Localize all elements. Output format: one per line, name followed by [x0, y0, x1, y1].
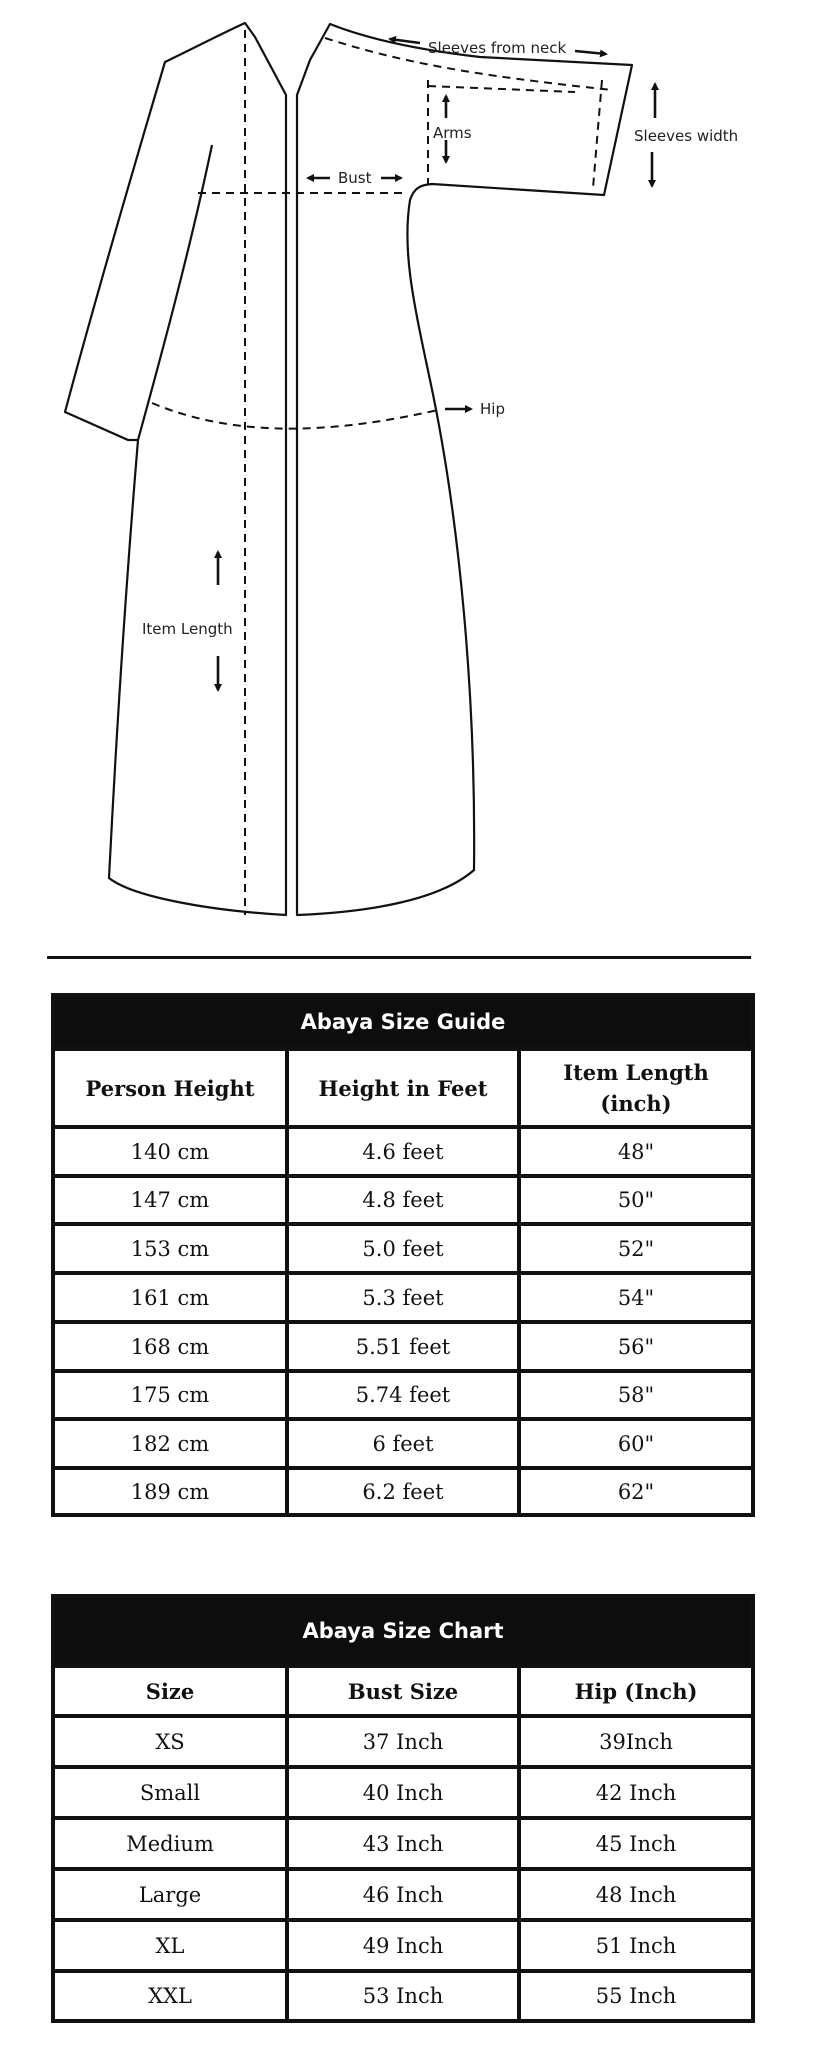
table-cell: 6.2 feet [287, 1468, 519, 1515]
table-row [53, 1371, 753, 1419]
label-sleeves-from-neck: Sleeves from neck [428, 39, 567, 57]
left-panel-outline [65, 23, 286, 915]
table-cell: 161 cm [53, 1273, 287, 1322]
size-chart-header-bust: Bust Size [287, 1666, 519, 1716]
left-sleeve-inner [138, 145, 212, 440]
table-cell: Small [53, 1767, 287, 1818]
table-row [53, 1273, 753, 1322]
table-cell: 175 cm [53, 1371, 287, 1419]
right-panel-outline [297, 24, 632, 915]
table-row [53, 1971, 753, 2021]
table-row [53, 1767, 753, 1818]
size-guide-header-person-height: Person Height [53, 1049, 287, 1127]
table-cell: 53 Inch [287, 1971, 519, 2021]
table-cell: 5.3 feet [287, 1273, 519, 1322]
table-cell: 58" [519, 1371, 753, 1419]
table-cell: 55 Inch [519, 1971, 753, 2021]
label-bust: Bust [338, 169, 372, 187]
table-cell: XXL [53, 1971, 287, 2021]
table-cell: 140 cm [53, 1127, 287, 1176]
table-cell: 42 Inch [519, 1767, 753, 1818]
table-row [53, 1920, 753, 1971]
table-row [53, 1176, 753, 1224]
table-row [53, 1716, 753, 1767]
table-cell: Medium [53, 1818, 287, 1869]
size-guide-header-item-length: Item Length (inch) [519, 1049, 753, 1127]
arms-dash-top [428, 86, 575, 92]
table-cell: 182 cm [53, 1419, 287, 1468]
table-row [53, 1818, 753, 1869]
table-cell: 46 Inch [287, 1869, 519, 1920]
table-cell: XL [53, 1920, 287, 1971]
table-row [53, 1419, 753, 1468]
table-cell: 48" [519, 1127, 753, 1176]
table-row [53, 1322, 753, 1371]
table-cell: 60" [519, 1419, 753, 1468]
sleeve-width-dash [593, 80, 602, 188]
table-cell: 48 Inch [519, 1869, 753, 1920]
size-guide-header-height-feet: Height in Feet [287, 1049, 519, 1127]
label-hip: Hip [480, 400, 505, 418]
table-row [53, 1468, 753, 1515]
table-row [53, 1224, 753, 1273]
label-sleeves-width: Sleeves width [634, 127, 739, 145]
table-cell: 39Inch [519, 1716, 753, 1767]
table-row [53, 1127, 753, 1176]
sleeves-from-neck-arrow-right [575, 51, 606, 54]
table-cell: 56" [519, 1322, 753, 1371]
table-cell: 37 Inch [287, 1716, 519, 1767]
size-guide-table [51, 993, 755, 1517]
table-cell: 153 cm [53, 1224, 287, 1273]
size-chart-header-hip: Hip (Inch) [519, 1666, 753, 1716]
hip-dash [152, 403, 438, 429]
size-chart-header-size: Size [53, 1666, 287, 1716]
table-cell: 5.51 feet [287, 1322, 519, 1371]
label-item-length: Item Length [142, 620, 233, 638]
table-cell: 52" [519, 1224, 753, 1273]
size-chart-table [51, 1594, 755, 2023]
table-cell: 40 Inch [287, 1767, 519, 1818]
table-row [53, 1869, 753, 1920]
table-cell: 4.8 feet [287, 1176, 519, 1224]
table-cell: 4.6 feet [287, 1127, 519, 1176]
section-divider [47, 956, 751, 959]
table-cell: 62" [519, 1468, 753, 1515]
table-cell: 51 Inch [519, 1920, 753, 1971]
abaya-measurement-diagram [0, 0, 828, 940]
size-guide-title: Abaya Size Guide [53, 995, 753, 1049]
label-arms: Arms [433, 124, 472, 142]
table-cell: 189 cm [53, 1468, 287, 1515]
size-chart-title: Abaya Size Chart [53, 1596, 753, 1666]
table-cell: 168 cm [53, 1322, 287, 1371]
table-cell: 49 Inch [287, 1920, 519, 1971]
table-cell: 5.0 feet [287, 1224, 519, 1273]
table-cell: 50" [519, 1176, 753, 1224]
table-cell: 54" [519, 1273, 753, 1322]
table-cell: 43 Inch [287, 1818, 519, 1869]
table-cell: 5.74 feet [287, 1371, 519, 1419]
table-cell: 45 Inch [519, 1818, 753, 1869]
table-cell: Large [53, 1869, 287, 1920]
table-cell: 147 cm [53, 1176, 287, 1224]
table-cell: 6 feet [287, 1419, 519, 1468]
table-cell: XS [53, 1716, 287, 1767]
